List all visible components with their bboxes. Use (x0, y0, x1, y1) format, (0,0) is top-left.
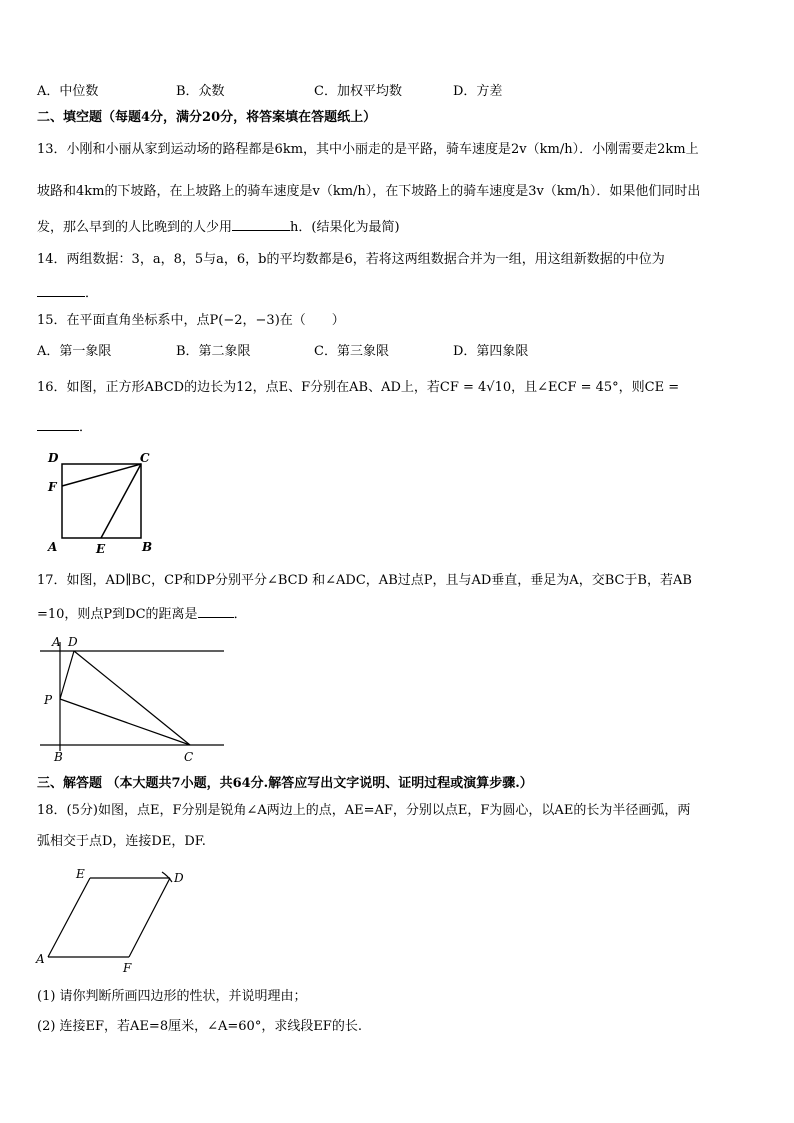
q16-line2 (37, 417, 92, 437)
q17-answer-blank[interactable] (198, 604, 234, 618)
option-a: A．中位数 (37, 84, 99, 99)
q17-line2 (37, 604, 247, 624)
segment-cf (62, 464, 141, 486)
label-b: B (142, 540, 153, 554)
segment-fd (129, 878, 170, 957)
arc-at-d (162, 872, 172, 882)
q14-line2-end: ． (85, 286, 99, 301)
option-b: B．众数 (176, 84, 225, 99)
label-a: A (36, 952, 45, 966)
q13-answer-blank[interactable] (232, 217, 290, 231)
label-c: C (140, 451, 150, 465)
label-e: E (76, 867, 85, 881)
q17-line2-end: ． (233, 607, 247, 622)
q13-line3-end: h．(结果化为最简) (290, 220, 400, 235)
segment-ce (101, 464, 141, 538)
q13-line3-start: 发，那么早到的人比晚到的人少用 (37, 220, 233, 235)
q16-line2-end: ． (79, 420, 93, 435)
segment-dc (74, 651, 190, 745)
q18-line1: 18．(5分)如图，点E，F分别是锐角∠A两边上的点，AE=AF，分别以点E，F为圆心，以AE的长为半径画弧，两 (37, 803, 691, 818)
label-a: A (48, 540, 58, 554)
label-f: F (48, 480, 57, 494)
q13-line2: 坡路和4km的下坡路，在上坡路上的骑车速度是v（km/h），在下坡路上的骑车速度是3v（km/h）．如果他们同时出 (37, 184, 701, 199)
q16-line1: 16．如图，正方形ABCD的边长为12，点E、F分别在AB、AD上，若CF = 4√10，且∠ECF = 45°，则CE = (37, 380, 680, 395)
label-f: F (123, 961, 132, 975)
label-d: D (48, 451, 59, 465)
q13-line3 (37, 217, 400, 237)
label-d: D (174, 871, 184, 885)
q14-line2 (37, 283, 98, 303)
q15-stem: 15．在平面直角坐标系中，点P(−2，−3)在（ ） (37, 313, 345, 328)
option-d: D．方差 (453, 84, 503, 99)
q18-line2: 弧相交于点D，连接DE，DF. (37, 834, 206, 849)
segment-pc (60, 699, 190, 745)
label-b: B (54, 750, 63, 764)
label-c: C (184, 750, 194, 764)
q18-sub2: (2) 连接EF，若AE=8厘米，∠A=60°，求线段EF的长. (37, 1019, 362, 1034)
q17-line2-start: =10，则点P到DC的距离是 (37, 607, 198, 622)
q15-option-d: D．第四象限 (453, 344, 529, 359)
q14-answer-blank[interactable] (37, 283, 85, 297)
q13-line1: 13．小刚和小丽从家到运动场的路程都是6km，其中小丽走的是平路，骑车速度是2v（km/h）．小刚需要走2km上 (37, 142, 699, 157)
q16-answer-blank[interactable] (37, 417, 79, 431)
q17-parallel-lines-figure (38, 632, 234, 764)
label-d: D (68, 635, 78, 649)
q14-line1: 14．两组数据：3，a，8，5与a，6，b的平均数都是6，若将这两组数据合并为一组，用这组新数据的中位为 (37, 252, 665, 267)
q18-sub1: (1) 请你判断所画四边形的性状，并说明理由； (37, 989, 307, 1004)
option-c: C．加权平均数 (314, 84, 402, 99)
segment-pd (60, 651, 74, 699)
section-title-fill-in: 二、填空题（每题4分，满分20分，将答案填在答题纸上） (37, 110, 377, 125)
q15-option-c: C．第三象限 (314, 344, 389, 359)
label-a: A (52, 635, 61, 649)
q16-square-figure (44, 448, 164, 558)
q15-option-a: A．第一象限 (37, 344, 112, 359)
segment-ae (48, 878, 90, 957)
section-title-solutions: 三、解答题 （本大题共7小题，共64分.解答应写出文字说明、证明过程或演算步骤.） (37, 776, 533, 791)
q17-line1: 17．如图，AD∥BC，CP和DP分别平分∠BCD 和∠ADC，AB过点P，且与AD垂直，垂足为A，交BC于B，若AB (37, 573, 692, 588)
q18-rhombus-figure (34, 862, 194, 976)
label-e: E (96, 542, 106, 556)
q15-option-b: B．第二象限 (176, 344, 251, 359)
label-p: P (44, 693, 53, 707)
